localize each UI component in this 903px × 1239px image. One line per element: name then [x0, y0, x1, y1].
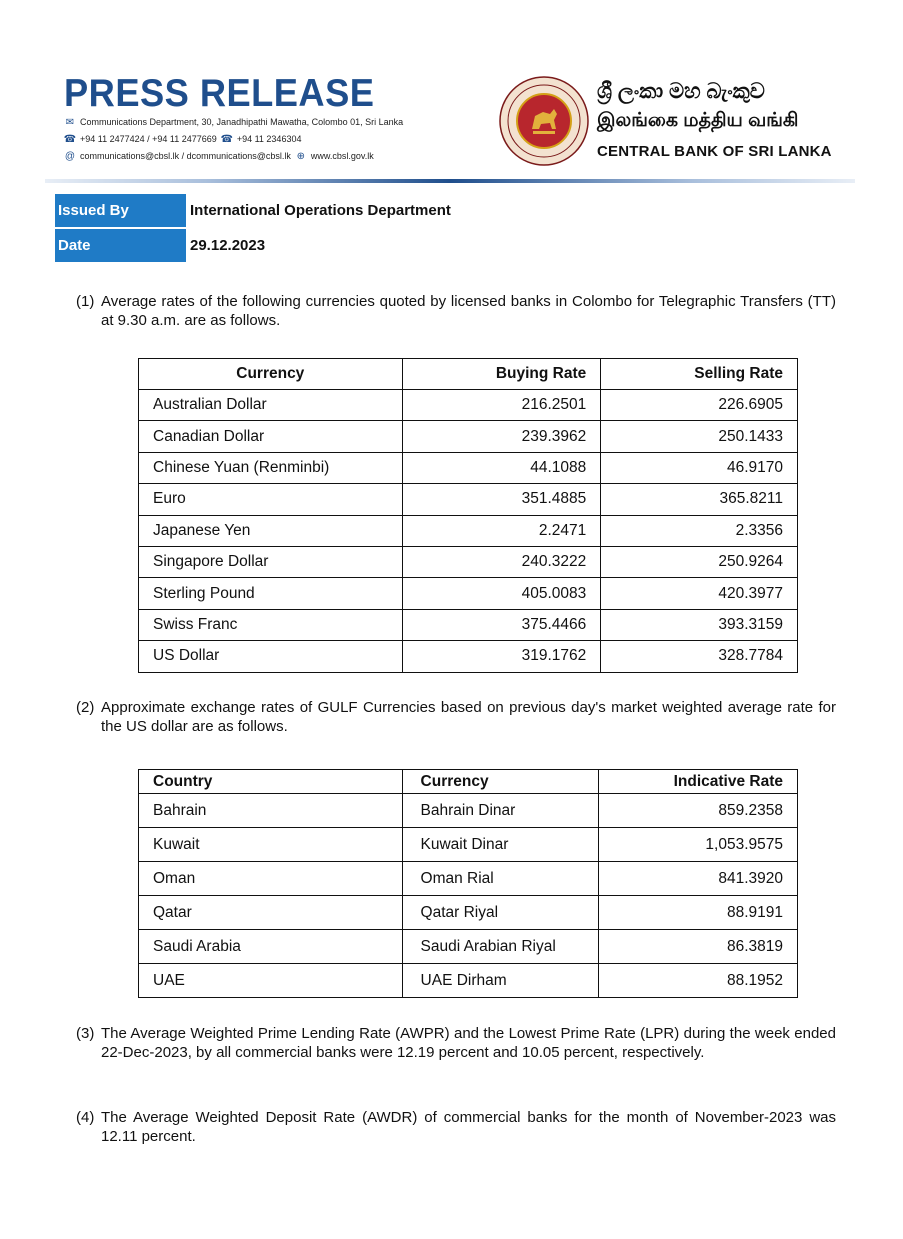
table-row: [139, 794, 798, 828]
globe-icon: ⊕: [296, 150, 306, 162]
selling-rate-cell: 365.8211: [601, 484, 798, 515]
table-row: [139, 546, 798, 577]
currency-cell: UAE Dirham: [402, 964, 599, 998]
date-label: Date: [55, 229, 186, 262]
column-header: Indicative Rate: [599, 770, 798, 794]
indicative-rate-cell: 1,053.9575: [599, 828, 798, 862]
date-value: 29.12.2023: [190, 237, 266, 254]
contact-emails: [64, 151, 374, 161]
table-row: [139, 421, 798, 452]
selling-rate-cell: 250.1433: [601, 421, 798, 452]
column-header: Selling Rate: [601, 359, 798, 390]
press-release-title: PRESS RELEASE: [64, 72, 375, 115]
table-header-row: [139, 359, 798, 390]
tt-rates-table: [138, 358, 798, 673]
table-header-row: [139, 770, 798, 794]
currency-cell: Swiss Franc: [139, 609, 403, 640]
gulf-rates-table: [138, 769, 798, 998]
indicative-rate-cell: 88.1952: [599, 964, 798, 998]
column-header: Buying Rate: [402, 359, 601, 390]
selling-rate-cell: 46.9170: [601, 452, 798, 483]
envelope-icon: ✉: [65, 116, 75, 128]
selling-rate-cell: 250.9264: [601, 546, 798, 577]
currency-cell: Australian Dollar: [139, 390, 403, 421]
currency-cell: Japanese Yen: [139, 515, 403, 546]
table-row: [139, 641, 798, 672]
currency-cell: Canadian Dollar: [139, 421, 403, 452]
currency-cell: Chinese Yuan (Renminbi): [139, 452, 403, 483]
currency-cell: US Dollar: [139, 641, 403, 672]
column-header: Country: [139, 770, 403, 794]
paragraph-text: Approximate exchange rates of GULF Currencies based on previous day's market weighted average rate for the US dollar are as follows.: [101, 699, 836, 735]
contact-phones: [64, 134, 301, 144]
country-cell: Saudi Arabia: [139, 930, 403, 964]
selling-rate-cell: 2.3356: [601, 515, 798, 546]
paragraph-text: Average rates of the following currencies quoted by licensed banks in Colombo for Telegraphic Transfers (TT) at 9.30 a.m. are as follows.: [101, 293, 836, 329]
buying-rate-cell: 2.2471: [402, 515, 601, 546]
table-row: [139, 609, 798, 640]
buying-rate-cell: 240.3222: [402, 546, 601, 577]
paragraph-2: [76, 698, 836, 736]
table-row: [139, 828, 798, 862]
website-text[interactable]: www.cbsl.gov.lk: [310, 151, 374, 161]
bank-name-english: CENTRAL BANK OF SRI LANKA: [597, 143, 832, 160]
table-row: [139, 390, 798, 421]
indicative-rate-cell: 86.3819: [599, 930, 798, 964]
indicative-rate-cell: 859.2358: [599, 794, 798, 828]
table-row: [139, 862, 798, 896]
issued-by-value: International Operations Department: [190, 202, 451, 219]
currency-cell: Singapore Dollar: [139, 546, 403, 577]
issued-by-label: Issued By: [55, 194, 186, 227]
currency-cell: Sterling Pound: [139, 578, 403, 609]
phone-icon: ☎: [63, 133, 77, 145]
indicative-rate-cell: 841.3920: [599, 862, 798, 896]
buying-rate-cell: 319.1762: [402, 641, 601, 672]
buying-rate-cell: 405.0083: [402, 578, 601, 609]
selling-rate-cell: 226.6905: [601, 390, 798, 421]
column-header: Currency: [402, 770, 599, 794]
country-cell: Bahrain: [139, 794, 403, 828]
bank-name-sinhala: ශ්‍රී ලංකා මහ බැංකුව: [597, 80, 765, 103]
paragraph-4: [76, 1108, 836, 1146]
central-bank-seal-icon: [499, 76, 589, 166]
country-cell: UAE: [139, 964, 403, 998]
buying-rate-cell: 216.2501: [402, 390, 601, 421]
issued-by-row: [55, 194, 655, 227]
paragraph-number: (4): [76, 1109, 95, 1126]
currency-cell: Bahrain Dinar: [402, 794, 599, 828]
contact-address: [64, 117, 403, 127]
selling-rate-cell: 420.3977: [601, 578, 798, 609]
currency-cell: Oman Rial: [402, 862, 599, 896]
table-row: [139, 896, 798, 930]
buying-rate-cell: 351.4885: [402, 484, 601, 515]
currency-cell: Euro: [139, 484, 403, 515]
country-cell: Oman: [139, 862, 403, 896]
paragraph-number: (2): [76, 699, 95, 716]
paragraph-text: The Average Weighted Prime Lending Rate (AWPR) and the Lowest Prime Rate (LPR) during the week ended 22-Dec-2023, by all commercial banks were 12.19 percent and 10.05 percent, respectively.: [101, 1025, 836, 1061]
buying-rate-cell: 44.1088: [402, 452, 601, 483]
indicative-rate-cell: 88.9191: [599, 896, 798, 930]
country-cell: Qatar: [139, 896, 403, 930]
table-row: [139, 578, 798, 609]
currency-cell: Saudi Arabian Riyal: [402, 930, 599, 964]
paragraph-1: [76, 292, 836, 330]
fax-icon: ☎: [220, 133, 234, 145]
paragraph-text: The Average Weighted Deposit Rate (AWDR) of commercial banks for the month of November-2023 was 12.11 percent.: [101, 1109, 836, 1145]
address-text: Communications Department, 30, Janadhipathi Mawatha, Colombo 01, Sri Lanka: [80, 117, 404, 127]
selling-rate-cell: 328.7784: [601, 641, 798, 672]
phone-text: +94 11 2477424 / +94 11 2477669: [80, 134, 217, 144]
selling-rate-cell: 393.3159: [601, 609, 798, 640]
header-divider: [45, 179, 855, 183]
currency-cell: Kuwait Dinar: [402, 828, 599, 862]
fax-text: +94 11 2346304: [236, 134, 302, 144]
currency-cell: Qatar Riyal: [402, 896, 599, 930]
column-header: Currency: [139, 359, 403, 390]
table-row: [139, 484, 798, 515]
bank-name-tamil: இலங்கை மத்திய வங்கி: [597, 110, 799, 131]
table-row: [139, 964, 798, 998]
country-cell: Kuwait: [139, 828, 403, 862]
table-row: [139, 452, 798, 483]
table-row: [139, 515, 798, 546]
email-text[interactable]: communications@cbsl.lk / dcommunications@cbsl.lk: [80, 151, 291, 161]
date-row: [55, 229, 655, 262]
buying-rate-cell: 239.3962: [402, 421, 601, 452]
at-icon: @: [64, 150, 76, 162]
paragraph-number: (1): [76, 293, 95, 310]
table-row: [139, 930, 798, 964]
paragraph-number: (3): [76, 1025, 95, 1042]
paragraph-3: [76, 1024, 836, 1062]
buying-rate-cell: 375.4466: [402, 609, 601, 640]
